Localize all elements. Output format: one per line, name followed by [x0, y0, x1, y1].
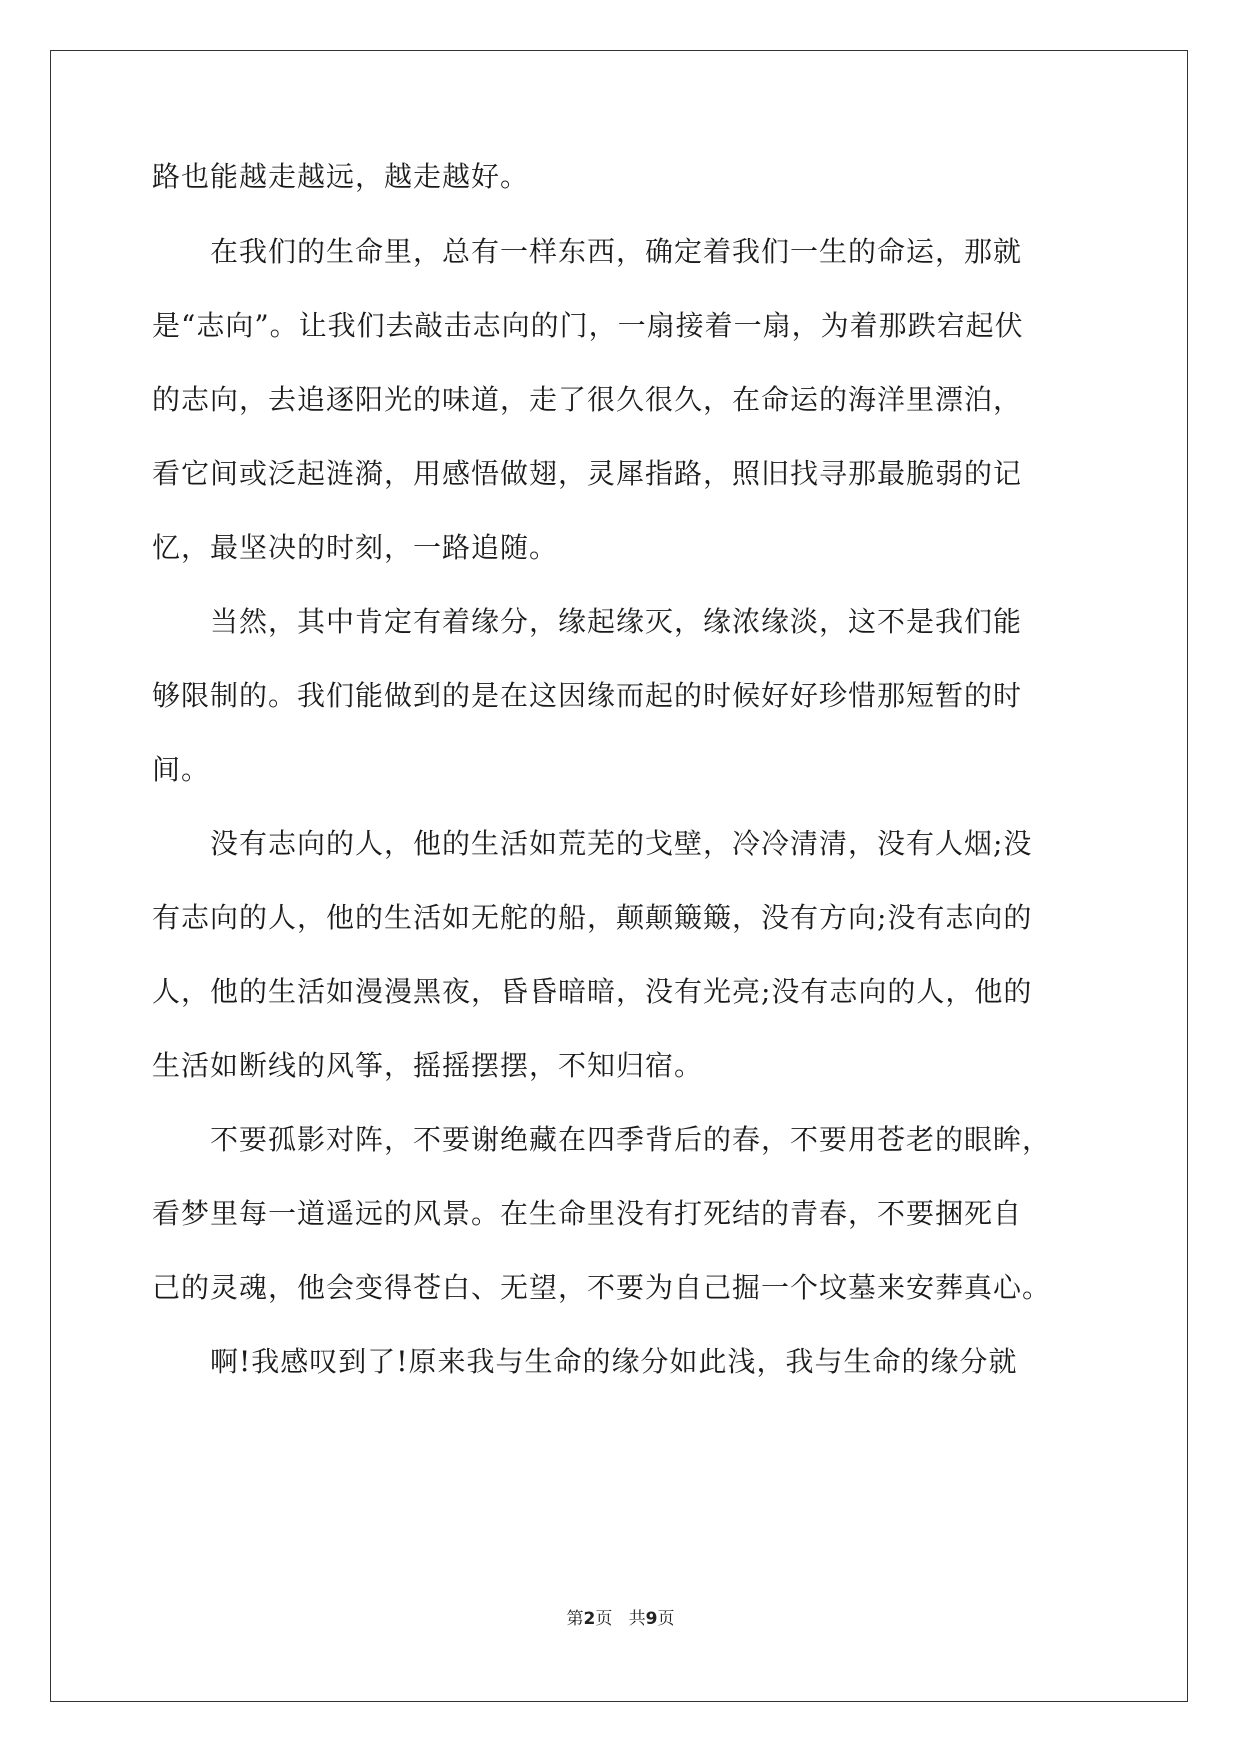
text-line-10: 没有志向的人，他的生活如荒芜的戈壁，冷冷清清，没有人烟;没: [152, 827, 1033, 860]
footer-page-number: 2: [583, 1609, 596, 1629]
footer-page-prefix: 第: [566, 1609, 584, 1629]
text-line-14: 不要孤影对阵，不要谢绝藏在四季背后的春，不要用苍老的眼眸，: [152, 1123, 1052, 1156]
text-line-3: 是“志向”。让我们去敲击志向的门，一扇接着一扇，为着那跌宕起伏: [152, 309, 1024, 342]
text-line-15: 看梦里每一道遥远的风景。在生命里没有打死结的青春，不要捆死自: [152, 1197, 1023, 1230]
text-line-16: 己的灵魂，他会变得苍白、无望，不要为自己掘一个坟墓来安葬真心。: [152, 1271, 1052, 1304]
text-line-11: 有志向的人，他的生活如无舵的船，颠颠簸簸，没有方向;没有志向的: [152, 901, 1033, 934]
text-line-17: 啊!我感叹到了!原来我与生命的缘分如此浅，我与生命的缘分就: [152, 1345, 1018, 1378]
footer-total-suffix: 页: [657, 1609, 675, 1629]
footer-page-suffix: 页: [595, 1609, 613, 1629]
page-footer: [0, 1608, 1241, 1630]
text-line-1: 路也能越走越远，越走越好。: [152, 160, 530, 193]
text-line-13: 生活如断线的风筝，摇摇摆摆，不知归宿。: [152, 1049, 704, 1082]
text-line-2: 在我们的生命里，总有一样东西，确定着我们一生的命运，那就: [152, 235, 1023, 268]
text-line-7: 当然，其中肯定有着缘分，缘起缘灭，缘浓缘淡，这不是我们能: [152, 605, 1023, 638]
footer-total-prefix: 共: [628, 1609, 646, 1629]
text-line-8: 够限制的。我们能做到的是在这因缘而起的时候好好珍惜那短暂的时: [152, 679, 1023, 712]
text-line-6: 忆，最坚决的时刻，一路追随。: [152, 531, 559, 564]
footer-total-pages: 9: [645, 1609, 658, 1629]
page-border: [50, 50, 1188, 1702]
text-line-5: 看它间或泛起涟漪，用感悟做翅，灵犀指路，照旧找寻那最脆弱的记: [152, 457, 1023, 490]
text-line-9: 间。: [152, 753, 211, 786]
text-line-4: 的志向，去追逐阳光的味道，走了很久很久，在命运的海洋里漂泊，: [152, 383, 1023, 416]
text-line-12: 人，他的生活如漫漫黑夜，昏昏暗暗，没有光亮;没有志向的人，他的: [152, 975, 1033, 1008]
